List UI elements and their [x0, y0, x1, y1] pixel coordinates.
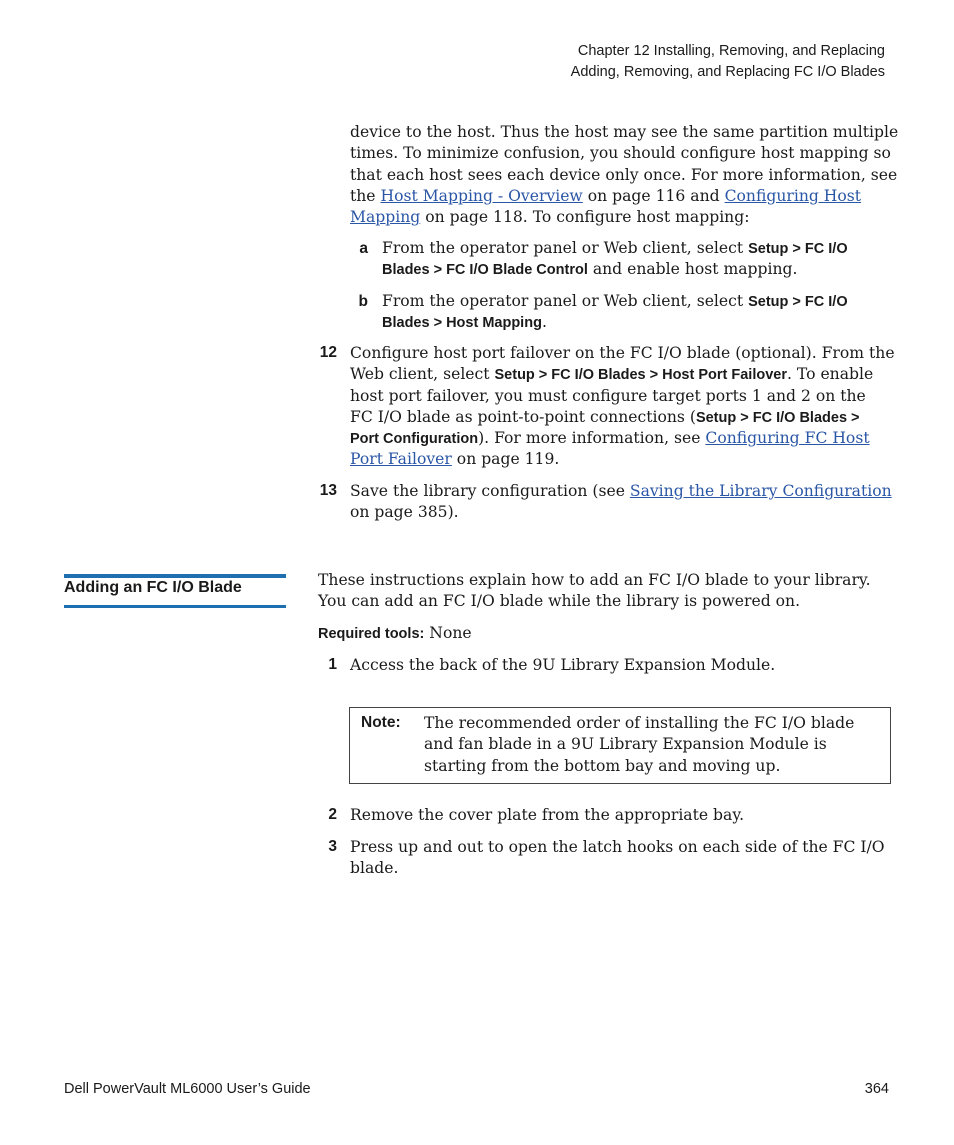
- step-3: Press up and out to open the latch hooks on each side of the FC I/O blade.: [350, 838, 885, 878]
- page-number: 364: [864, 1081, 889, 1097]
- ui-path: Setup > FC I/O Blades > Host Port Failover: [494, 367, 787, 384]
- section-intro: These instructions explain how to add an FC I/O blade to your library. You can add an FC I/O blade while the library is powered on.: [318, 571, 871, 611]
- step-12: Configure host port failover on the FC I/O blade (optional). From the Web client, select Setup > FC I/O Blades > Host Port Failover. To enable host port failover, you must configure target ports 1 and 2 on the FC I/O blade as point-to-point connections (Setup > FC I/O Blades > Port Configuration). For more information, see Configuring FC Host Port Failover on page 119.: [350, 344, 895, 469]
- link-configuring-fc-host-port-failover-cont[interactable]: Port Failover: [350, 450, 452, 469]
- section-rule-top: [64, 574, 286, 578]
- ui-path: Setup > FC I/O: [748, 241, 848, 257]
- step-2-number: 2: [328, 806, 337, 823]
- intro-line: the Host Mapping - Overview on page 116 and Configuring Host: [350, 186, 862, 205]
- substep-b: From the operator panel or Web client, select Setup > FC I/O Blades > Host Mapping.: [382, 292, 848, 332]
- link-configuring-host-mapping[interactable]: Configuring Host: [724, 186, 862, 205]
- ui-path: Setup > FC I/O: [748, 294, 848, 310]
- intro-line: Mapping on page 118. To configure host mapping:: [350, 208, 750, 227]
- link-host-mapping-overview[interactable]: Host Mapping - Overview: [380, 186, 583, 205]
- intro-paragraph: [350, 122, 898, 228]
- step-13: Save the library configuration (see Saving the Library Configuration on page 385).: [350, 482, 892, 522]
- link-configuring-fc-host-port-failover[interactable]: Configuring FC Host: [705, 429, 870, 448]
- substep-b-label: b: [358, 293, 368, 310]
- note-label: Note:: [361, 714, 401, 731]
- step-1-number: 1: [328, 656, 337, 673]
- step-12-number: 12: [319, 344, 337, 361]
- step-13-number: 13: [319, 482, 337, 499]
- ui-path: Port Configuration: [350, 431, 479, 448]
- step-1: Access the back of the 9U Library Expansion Module.: [350, 656, 776, 674]
- substep-a: From the operator panel or Web client, select Setup > FC I/O Blades > FC I/O Blade Control and enable host mapping.: [382, 239, 848, 279]
- ui-path: Setup > FC I/O Blades >: [695, 409, 860, 426]
- ui-path: Blades > Host Mapping: [382, 315, 542, 332]
- intro-line: that each host sees each device only once. For more information, see: [350, 165, 898, 184]
- note-text: The recommended order of installing the FC I/O blade and fan blade in a 9U Library Expansion Module is starting from the bottom bay and moving up.: [424, 714, 855, 775]
- footer-title: Dell PowerVault ML6000 User’s Guide: [64, 1081, 311, 1097]
- running-header-section: Adding, Removing, and Replacing FC I/O Blades: [570, 64, 885, 80]
- section-rule-bottom: [64, 605, 286, 608]
- step-2: Remove the cover plate from the appropriate bay.: [350, 806, 745, 824]
- intro-line: times. To minimize confusion, you should configure host mapping so: [350, 144, 891, 163]
- running-header-chapter: Chapter 12 Installing, Removing, and Replacing: [577, 43, 885, 59]
- required-tools: Required tools: None: [318, 624, 472, 642]
- substep-a-label: a: [359, 240, 368, 257]
- intro-line: device to the host. Thus the host may see the same partition multiple: [350, 123, 899, 141]
- required-tools-label: Required tools:: [318, 626, 425, 642]
- note-box: [349, 707, 891, 784]
- link-saving-library-configuration[interactable]: Saving the Library Configuration: [629, 482, 892, 500]
- link-configuring-host-mapping-cont[interactable]: Mapping: [350, 208, 421, 227]
- ui-path: Blades > FC I/O Blade Control: [382, 262, 588, 279]
- step-3-number: 3: [328, 838, 337, 855]
- section-heading: Adding an FC I/O Blade: [64, 579, 242, 596]
